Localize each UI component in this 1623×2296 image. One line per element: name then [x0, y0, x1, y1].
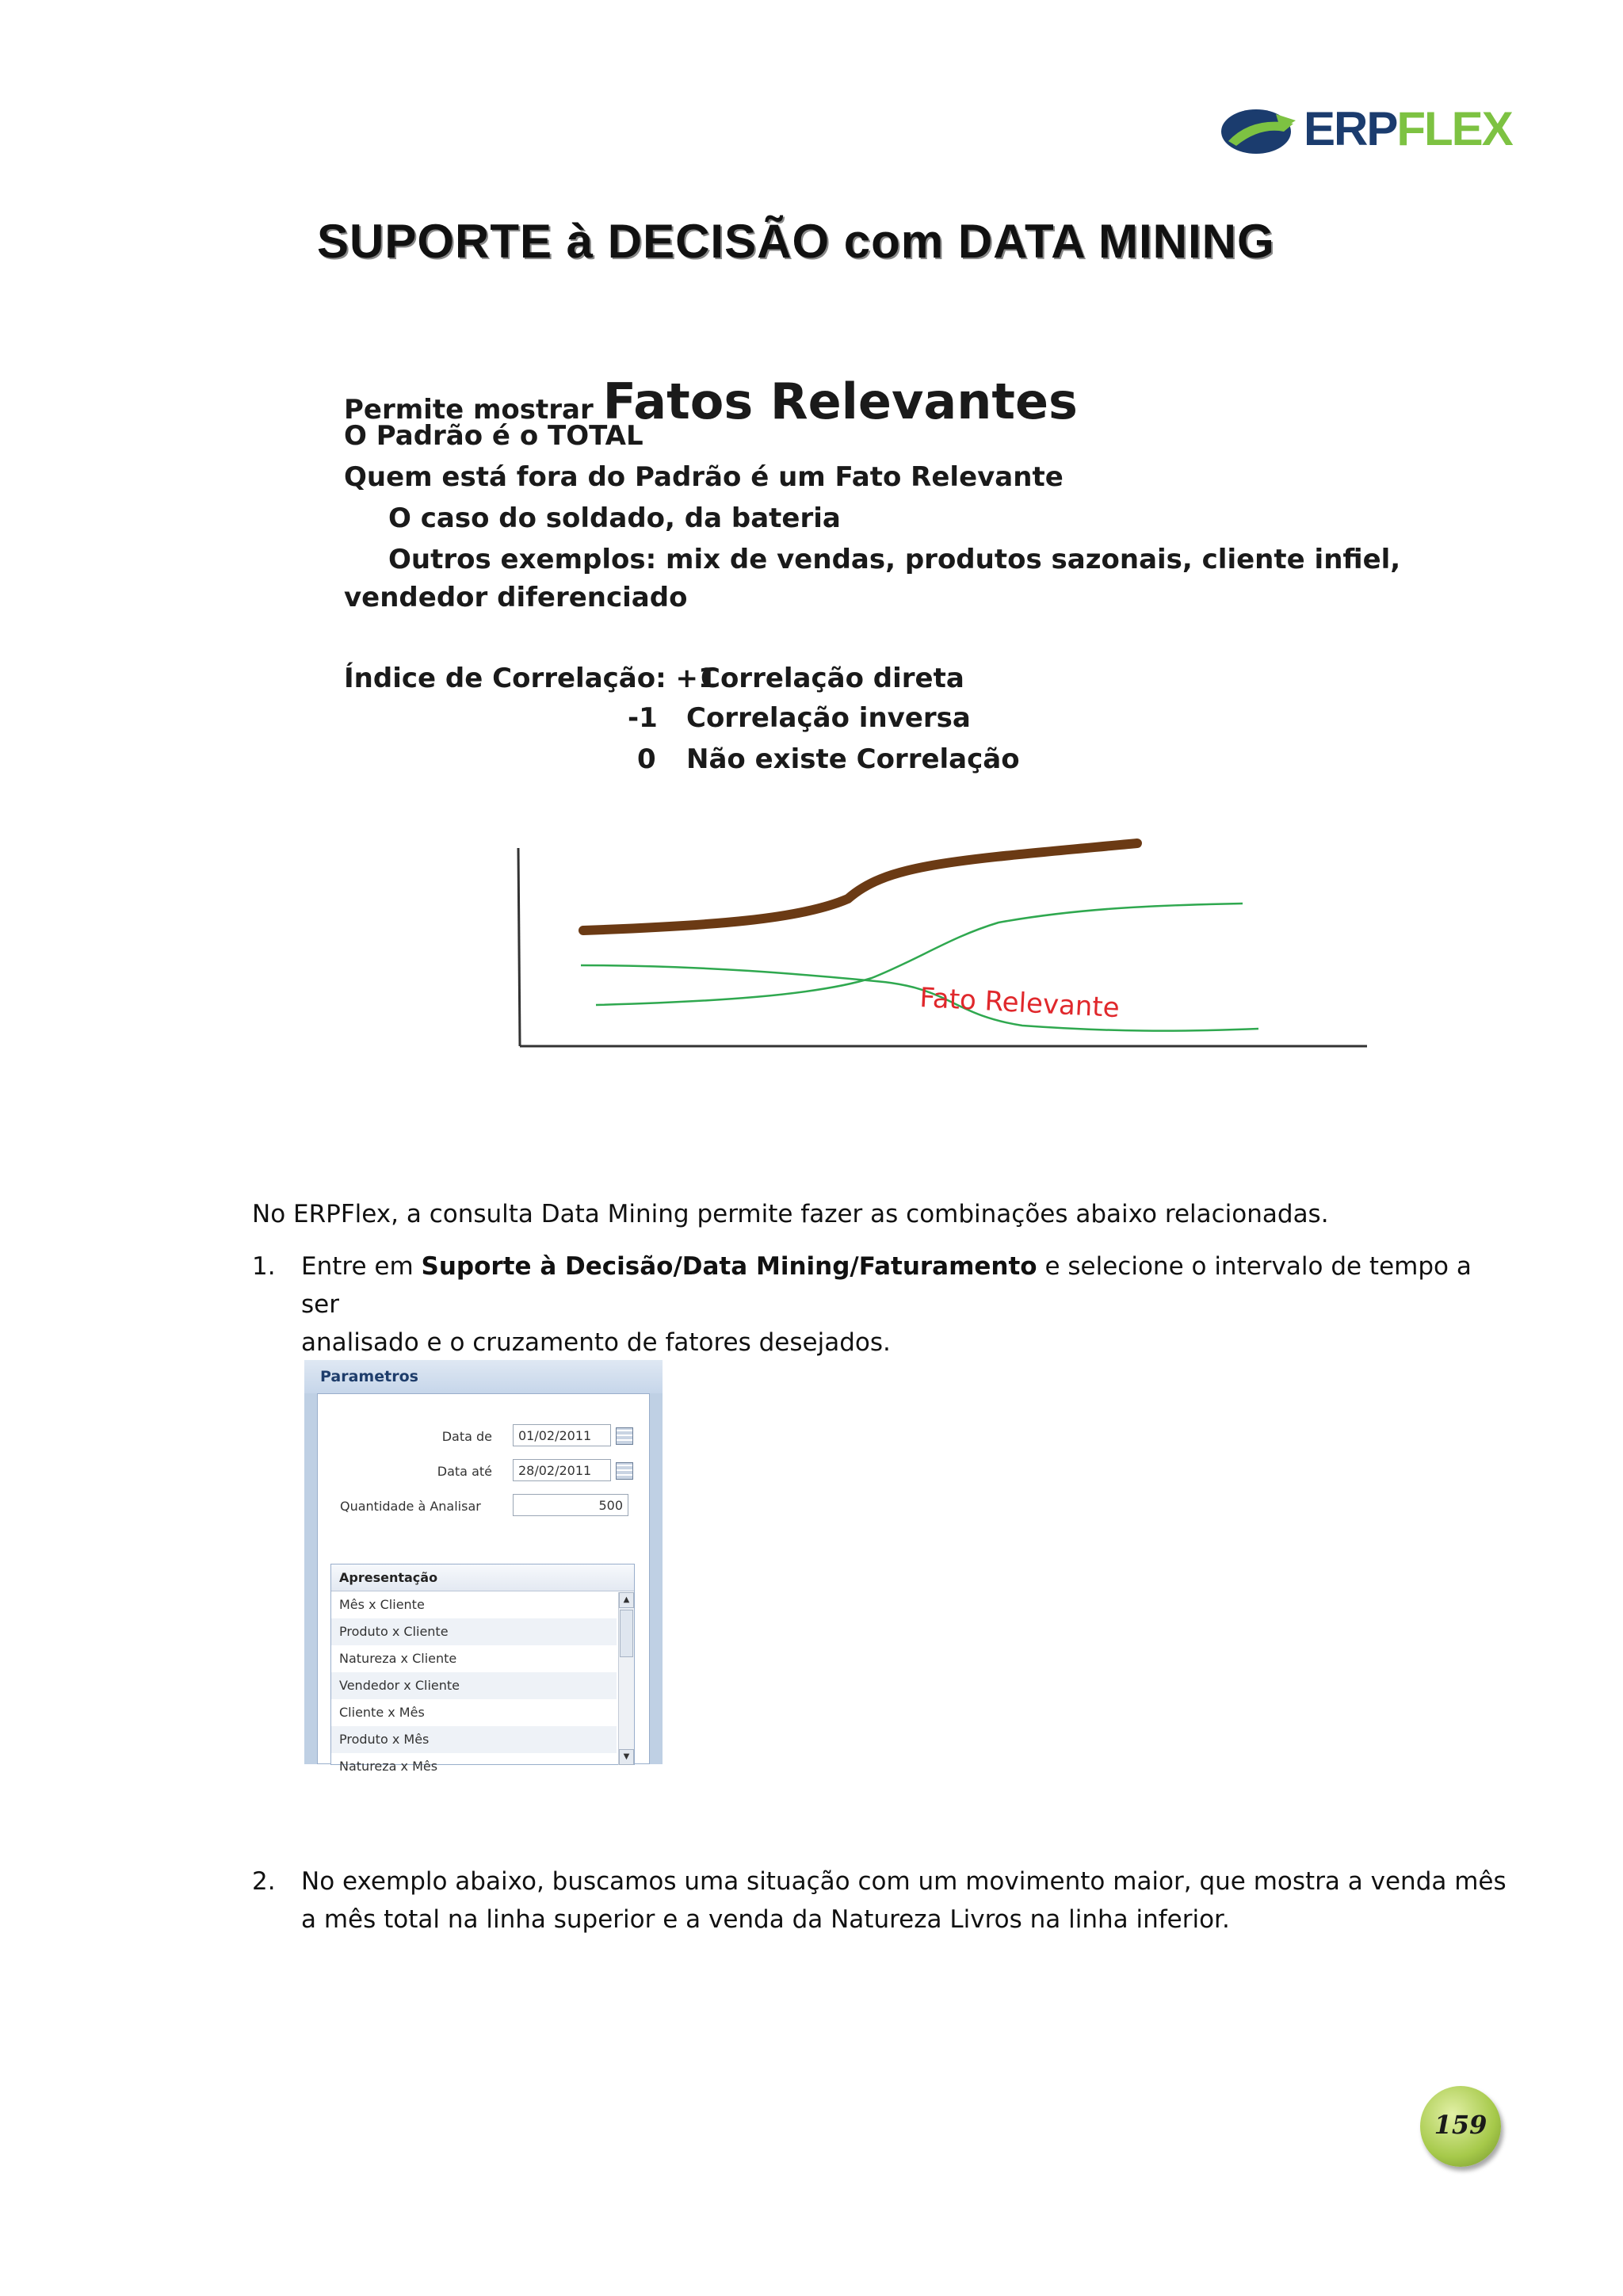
slide-line-6: vendedor diferenciado [344, 582, 688, 613]
slide-line-5: Outros exemplos: mix de vendas, produtos sazonais, cliente infiel, [388, 544, 1401, 575]
list-item[interactable]: Mês x Cliente [339, 1597, 425, 1612]
slide-line-1: Permite mostrar Fatos Relevantes [344, 372, 1078, 430]
parametros-panel [304, 1360, 663, 1774]
slide-line-2: O Padrão é o TOTAL [344, 420, 643, 452]
calendar-icon[interactable] [616, 1462, 633, 1480]
correlation-none-value: 0 [637, 743, 656, 775]
scroll-up-icon[interactable]: ▲ [619, 1592, 634, 1608]
list-item[interactable]: Natureza x Mês [339, 1759, 438, 1774]
data-de-input[interactable]: 01/02/2011 [513, 1424, 611, 1446]
menu-path: Suporte à Decisão/Data Mining/Faturamento [421, 1252, 1037, 1281]
data-ate-input[interactable]: 28/02/2011 [513, 1459, 611, 1481]
quantidade-label: Quantidade à Analisar [340, 1499, 481, 1514]
data-de-label: Data de [441, 1429, 492, 1444]
data-ate-label: Data até [437, 1464, 492, 1479]
calendar-icon[interactable] [616, 1427, 633, 1445]
fato-relevante-diagram [507, 832, 1379, 1062]
correlation-label: Índice de Correlação: +1 [344, 663, 717, 694]
panel-header: Parametros [304, 1360, 663, 1393]
step-2-number: 2. [252, 1867, 276, 1896]
page-title: SUPORTE à DECISÃO com DATA MINING [317, 215, 1275, 268]
step-2-text: No exemplo abaixo, buscamos uma situação com um movimento maior, que mostra a venda mês a mês total na linha superior e a venda da Natureza Livros na linha inferior. [301, 1867, 1507, 1934]
apresentacao-list[interactable] [330, 1564, 635, 1774]
erpflex-logo [1220, 100, 1512, 163]
list-header: Apresentação [331, 1564, 634, 1591]
list-item[interactable]: Vendedor x Cliente [331, 1672, 617, 1699]
logo-text: ERPFLEX [1304, 102, 1512, 155]
scroll-down-icon[interactable]: ▼ [619, 1749, 634, 1765]
logo-swoosh-icon [1220, 100, 1300, 163]
step-1-text: Entre em Suporte à Decisão/Data Mining/Faturamento e selecione o intervalo de tempo a ser analisado e o cruzamento de fatores desejados. [301, 1252, 1472, 1357]
diagram-y-axis [518, 848, 520, 1046]
correlation-none: Não existe Correlação [686, 743, 1020, 775]
list-item[interactable]: Produto x Cliente [331, 1618, 617, 1645]
step-1-number: 1. [252, 1252, 276, 1281]
scroll-thumb[interactable] [620, 1610, 633, 1657]
slide-heading: Fatos Relevantes [602, 372, 1078, 430]
list-item[interactable]: Produto x Mês [331, 1726, 617, 1753]
intro-paragraph: No ERPFlex, a consulta Data Mining permite fazer as combinações abaixo relacionadas. [252, 1200, 1329, 1228]
page-number-badge [1420, 2086, 1501, 2167]
correlation-inverse-value: -1 [628, 702, 658, 734]
correlation-direct: Correlação direta [701, 663, 964, 694]
slide-line-3: Quem está fora do Padrão é um Fato Relevante [344, 461, 1064, 493]
page-number: 159 [1434, 2110, 1487, 2140]
list-item[interactable]: Natureza x Cliente [339, 1651, 457, 1666]
correlation-inverse: Correlação inversa [686, 702, 971, 734]
list-scrollbar[interactable] [618, 1592, 634, 1765]
total-sales-line [583, 843, 1137, 930]
quantidade-input[interactable]: 500 [513, 1494, 628, 1516]
slide-line-4: O caso do soldado, da bateria [388, 502, 841, 534]
fato-relevante-label: Fato Relevante [918, 982, 1121, 1025]
list-item[interactable]: Cliente x Mês [339, 1705, 425, 1720]
panel-body [317, 1393, 650, 1774]
